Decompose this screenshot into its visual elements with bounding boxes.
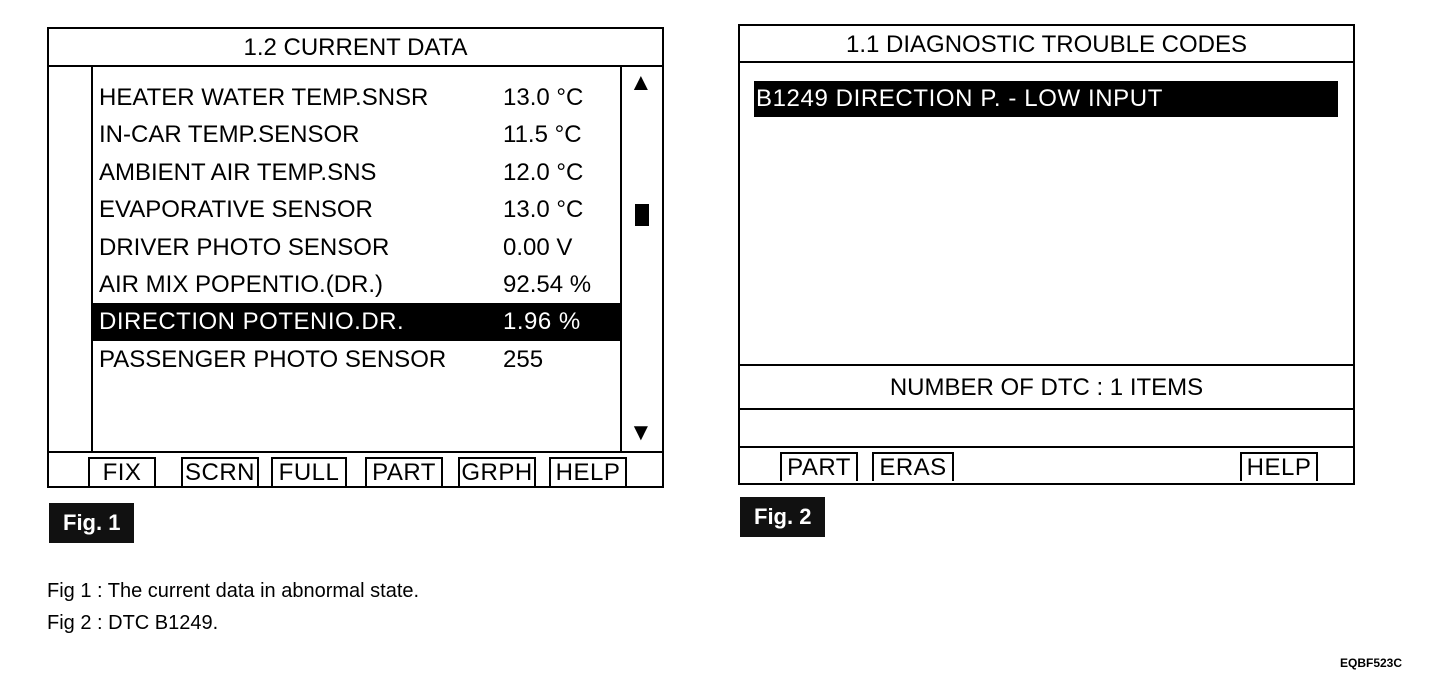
row-value: 92.54 % [503,270,592,298]
data-row-air-mix-potentio[interactable] [93,266,620,303]
caption-fig2: Fig 2 : DTC B1249. [47,612,219,634]
full-button[interactable]: FULL [271,457,347,486]
function-key-bar [740,446,1353,483]
row-label: DIRECTION POTENIO.DR. [99,308,405,336]
data-list [93,79,620,378]
help-button[interactable]: HELP [549,457,627,486]
function-key-bar [49,451,662,486]
row-label: HEATER WATER TEMP.SNSR [99,84,429,111]
dtc-item-selected[interactable]: B1249 DIRECTION P. - LOW INPUT [754,81,1338,117]
scrollbar[interactable] [620,67,662,451]
figure-code: EQBF523C [1340,656,1403,670]
scroll-thumb[interactable] [635,204,649,226]
row-label: IN-CAR TEMP.SENSOR [99,121,360,149]
data-row-in-car-temp[interactable] [93,116,620,153]
figure-badge-1: Fig. 1 [49,503,134,543]
row-label: EVAPORATIVE SENSOR [99,196,373,224]
data-row-evaporative-sensor[interactable] [93,191,620,228]
data-row-heater-water-temp[interactable] [93,79,620,116]
row-label: DRIVER PHOTO SENSOR [99,233,390,261]
scroll-up-arrow-icon[interactable]: ▲ [629,69,653,96]
caption-fig1: Fig 1 : The current data in abnormal state. [47,580,420,602]
scroll-down-arrow-icon[interactable]: ▼ [629,419,653,446]
row-label: AMBIENT AIR TEMP.SNS [99,158,377,186]
data-row-passenger-photo-sensor[interactable] [93,341,620,378]
data-row-direction-potentio-selected[interactable] [93,303,620,340]
help-button[interactable]: HELP [1240,452,1318,481]
dtc-count-status: NUMBER OF DTC : 1 ITEMS [740,364,1353,410]
left-gutter [49,67,93,451]
row-value: 255 [503,345,544,373]
row-label: PASSENGER PHOTO SENSOR [99,345,447,373]
screen-title: 1.2 CURRENT DATA [49,29,662,67]
row-value: 1.96 % [503,308,581,336]
data-row-driver-photo-sensor[interactable] [93,229,620,266]
screen-title: 1.1 DIAGNOSTIC TROUBLE CODES [740,26,1353,63]
current-data-screen [47,27,664,488]
part-button[interactable]: PART [780,452,858,481]
row-value: 13.0 °C [503,196,584,224]
row-value: 11.5 °C [503,121,582,149]
row-value: 13.0 °C [503,84,584,111]
figure-badge-2: Fig. 2 [740,497,825,537]
row-value: 0.00 V [503,233,573,261]
row-value: 12.0 °C [503,158,584,186]
fix-button[interactable]: FIX [88,457,156,486]
erase-button[interactable]: ERAS [872,452,954,481]
graph-button[interactable]: GRPH [458,457,536,486]
row-label: AIR MIX POPENTIO.(DR.) [99,270,384,298]
data-row-ambient-air-temp[interactable] [93,154,620,191]
dtc-screen [738,24,1355,485]
screen-button[interactable]: SCRN [181,457,259,486]
part-button[interactable]: PART [365,457,443,486]
